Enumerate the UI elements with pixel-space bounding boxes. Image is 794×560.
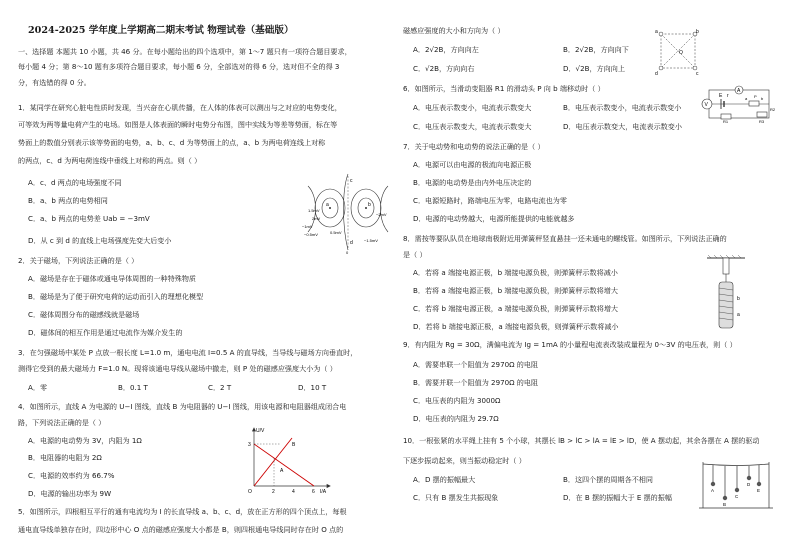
q1-option-b: B．a、b 两点的电势相同 [28,196,108,205]
q3-option-b: B．0.1 T [118,383,148,392]
q3-option-a: A．零 [28,383,48,392]
fig6-label: E [719,93,723,99]
q2-option-d: D．磁体间的相互作用是通过电流作为媒介发生的 [28,328,183,337]
q3-option-d: D．10 T [298,383,327,392]
fig1-label: 2mV [312,216,321,221]
graph-xtick: 6 [312,489,315,494]
section-intro-line: 一、选择题 本题共 10 小题，共 46 分。在每小题给出的四个选项中，第 1～7 题只有一项符合题目要求， [18,47,352,56]
q3-stem-line: 3．在匀强磁场中某处 P 点放一根长度 L=1.0 m，通电电流 I=0.5 A 的直导线，当导线与磁场方向垂直时， [18,348,358,357]
q4-stem-line: 路，下列说法正确的是（ ） [18,418,106,427]
q10-option-b: B．这四个摆的周期各不相同 [563,475,653,484]
q5-stem-line: 5．如图所示，四根相互平行的通有电流均为 I 的长直导线 a、b、c、d，放在正方形的四个顶点上，每根 [18,507,347,516]
q10-stem-line: 下逐步振动起来，则当振动稳定时（ ） [403,456,526,465]
graph-ylabel: U/V [256,428,265,434]
q7-option-d: D．电源的电动势越大，电源所能提供的电能就越多 [413,214,575,223]
q4-option-b: B．电阻器的电阻为 2Ω [28,453,102,462]
fig1-label: d [350,240,353,246]
exam-title: 2024-2025 学年度上学期高二期末考试 物理试卷（基础版） [28,25,294,36]
q2-stem: 2．关于磁场，下列说法正确的是（ ） [18,256,139,265]
fig10-label: B [723,502,727,507]
q5-option-a: A．2√2B，方向向左 [413,45,479,54]
q9-option-a: A．需要串联一个阻值为 2970Ω 的电阻 [413,360,539,369]
q4-stem-line: 4．如图所示，直线 A 为电源的 U−I 图线，直线 B 为电阻器的 U−I 图线，用该电源和电阻器组成闭合电 [18,402,347,411]
q1-option-d: D．从 c 到 d 的直线上电场强度先变大后变小 [28,236,172,245]
fig6-label: R2 [770,107,776,112]
fig10-label: C [735,494,739,499]
fig1-label: 0.5mV [330,230,342,235]
q1-stem-line: 1．某同学在研究心脏电性质时发现，当兴奋在心肌传播，在人体的体表可以测出与之对应的电势变化， [18,103,342,112]
q8-option-c: C．若将 b 端接电源正极，a 端接电源负极，则弹簧秤示数将增大 [413,304,619,313]
fig1-label: 1.5mV [308,208,320,213]
fig1-label: −1.5mV [364,238,378,243]
q9-option-b: B．需要并联一个阻值为 2970Ω 的电阻 [413,378,539,387]
fig6-label: a [745,96,748,101]
q6-option-c: C．电压表示数变大，电流表示数变大 [413,122,532,131]
fig1-label: −1mV [302,224,313,229]
fig8-label: b [737,296,740,302]
q6-stem: 6．如图所示，当滑动变阻器 R1 的滑动头 P 向 b 端移动时（ ） [403,84,605,93]
q7-option-a: A．电源可以由电源的极流向电源正极 [413,160,532,169]
q10-option-d: D．在 B 摆的振幅大于 E 摆的振幅 [563,493,672,502]
circuit-figure [699,84,777,124]
fig1-label: −2mV [376,212,387,217]
fig6-label: R1 [723,119,729,124]
fig10-label: A [711,488,715,493]
fig1-label: 0 [346,250,349,255]
q4-option-a: A．电源的电动势为 3V，内阻为 1Ω [28,436,142,445]
fig6-label: R3 [759,119,765,124]
fig1-label: a [326,202,329,208]
graph-xtick: 4 [292,489,295,494]
q10-option-a: A．D 摆的振幅最大 [413,475,476,484]
fig6-label: b [761,96,764,101]
fig10-label: D [747,482,751,487]
q6-option-a: A．电压表示数变小，电流表示数变大 [413,103,532,112]
square-wires-figure [655,28,701,78]
q2-option-b: B．磁场是为了便于研究电荷的运动而引入的理想化模型 [28,292,204,301]
fig6-label: A [737,88,741,94]
q5-option-c: C．√2B，方向向右 [413,64,475,73]
fig1-label: b [368,202,371,208]
q8-stem-line: 是（ ） [403,250,427,259]
fig5-label: d [655,71,658,77]
q9-option-d: D．电压表的内阻为 29.7Ω [413,414,499,423]
q10-option-c: C．只有 B 摆发生共振现象 [413,493,499,502]
q1-option-c: C．a、b 两点的电势差 Uab = −3mV [28,214,150,223]
fig5-label: a [655,29,658,35]
q2-option-c: C．磁体周围分布的磁感线就是磁场 [28,310,140,319]
fig6-label: P [754,94,757,99]
q8-stem-line: 8．需按等要队队员在地球南极附近用弹簧秤竖直悬挂一还未通电的螺线管。如图所示，下列说法正确的 [403,234,727,243]
q7-stem: 7．关于电动势和电动势的说法正确的是（ ） [403,142,545,151]
graph-line-a-label: A [280,468,284,474]
fig5-label: c [696,71,699,77]
fig1-label: −0.5mV [304,232,318,237]
q4-option-d: D．电源的输出功率为 9W [28,489,112,498]
q7-option-c: C．电源短路时，路端电压为零，电路电流也为零 [413,196,567,205]
q5-stem-line: 通电直导线单独存在时，四边形中心 O 点的磁感应强度大小都是 B，则四根通电导线同时存在时 O 点的 [18,525,344,534]
q7-option-b: B．电源的电动势是由内外电压决定的 [413,178,532,187]
equipotential-figure [300,170,396,256]
q4-option-c: C．电源的效率约为 66.7% [28,471,115,480]
fig5-label: O [679,50,683,56]
q5-option-d: D．√2B，方向向上 [563,64,625,73]
fig6-label: r [727,93,729,99]
q6-option-b: B．电压表示数变小，电流表示数变小 [563,103,682,112]
graph-origin: O [248,489,252,494]
fig1-label: c [350,178,353,184]
q8-option-b: B．若将 a 端接电源正极，b 端接电源负极，则弹簧秤示数将增大 [413,286,618,295]
fig5-label: b [696,29,699,35]
graph-xlabel: I/A [320,489,327,494]
q8-option-d: D．若将 b 端接电源正极，a 端接电源负极，则弹簧秤示数将减小 [413,322,619,331]
q5-option-b: B．2√2B，方向向下 [563,45,629,54]
pendulum-figure [699,456,773,512]
q1-stem-line: 势面上的数值分别表示该等势面的电势，a、b、c、d 为等势面上的点，a、b 为两电荷连线上对称 [18,138,326,147]
q1-stem-line: 可等效为两等量电荷产生的电场。如图是人体表面的瞬时电势分布图，图中实线为等差等势面，标在等 [18,120,338,129]
spring-solenoid-figure [703,254,749,334]
graph-ytick: 3 [248,442,251,448]
ui-graph-figure [240,424,336,494]
q6-option-d: D．电压表示数变大，电流表示数变小 [563,122,682,131]
section-intro-line: 每小题 4 分；第 8～10 题有多项符合题目要求，每小题 6 分，全部选对的得 6 分，选对但不全的得 3 [18,62,340,71]
q3-option-c: C．2 T [208,383,232,392]
q2-option-a: A．磁场是存在于磁体或通电导体周围的一种特殊物质 [28,274,197,283]
fig10-label: E [757,488,761,493]
q1-stem-line: 的两点，c、d 为两电荷连线中垂线上对称的两点。则（ ） [18,156,202,165]
q9-stem: 9．有内阻为 Rg = 30Ω，满偏电流为 Ig = 1mA 的小量程电流表改装成量程为 0～3V 的电压表，则（ ） [403,340,737,349]
fig8-label: a [737,312,740,318]
q10-stem-line: 10．一根张紧的水平绳上挂有 5 个小球，其摆长 lB > lC > lA = lE > lD，使 A 摆动起，其余各摆在 A 摆的驱动 [403,436,760,445]
fig6-label: V [704,102,708,108]
section-intro-line: 分，有选错的得 0 分。 [18,78,91,87]
q5-stem-continued: 磁感应强度的大小和方向为（ ） [403,26,505,35]
q8-option-a: A．若将 a 端接电源正极，b 端接电源负极，则弹簧秤示数将减小 [413,268,618,277]
q9-option-c: C．电压表的内阻为 3000Ω [413,396,501,405]
q1-option-a: A．c、d 两点的电场强度不同 [28,178,122,187]
graph-xtick: 2 [272,489,275,494]
q3-stem-line: 测得它受到的最大磁场力 F=1.0 N。现将该通电导线从磁场中撤走，则 P 处的磁感应强度大小为（ ） [18,364,337,373]
graph-line-b-label: B [292,442,296,448]
